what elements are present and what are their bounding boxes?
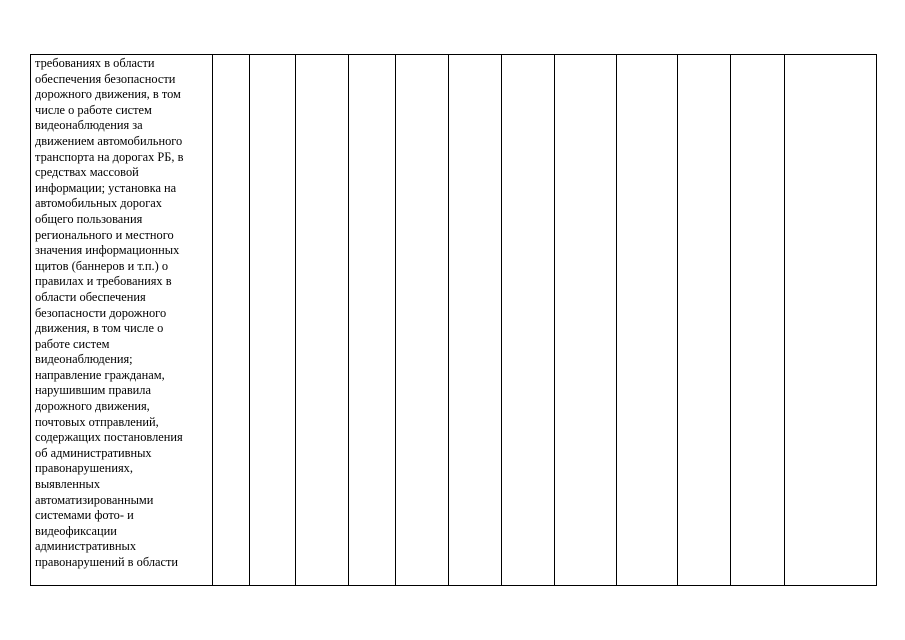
cell-text-line: видеонаблюдения;: [35, 352, 133, 367]
empty-cell: [555, 55, 616, 586]
empty-cell: [784, 55, 877, 586]
cell-text-line: нарушившим правила: [35, 383, 151, 398]
cell-text-line: общего пользования: [35, 211, 143, 226]
cell-text-line: административных: [35, 539, 137, 554]
empty-cell: [448, 55, 501, 586]
empty-cell: [212, 55, 249, 586]
cell-text-line: безопасности дорожного: [35, 305, 167, 320]
cell-text-line: правилах и требованиях в: [35, 274, 172, 289]
cell-text-line: автомобильных дорогах: [35, 196, 162, 211]
cell-text-line: направление гражданам,: [35, 367, 165, 382]
cell-text-line: работе систем: [35, 336, 110, 351]
table-row: [31, 55, 877, 586]
cell-text-line: регионального и местного: [35, 227, 174, 242]
cell-text-line: правонарушениях,: [35, 461, 133, 476]
empty-cell: [349, 55, 395, 586]
cell-text-line: движения, в том числе о: [35, 321, 164, 336]
cell-text-line: транспорта на дорогах РБ, в: [35, 149, 184, 164]
cell-text-line: почтовых отправлений,: [35, 414, 159, 429]
empty-cell: [731, 55, 784, 586]
empty-cell: [678, 55, 731, 586]
cell-text-line: автоматизированными: [35, 492, 154, 507]
empty-cell: [395, 55, 448, 586]
cell-text-line: информации; установка на: [35, 180, 177, 195]
data-table: [30, 54, 877, 586]
empty-cell: [296, 55, 349, 586]
description-cell: [31, 55, 213, 586]
cell-text-line: содержащих постановления: [35, 430, 183, 445]
cell-text-line: требованиях в области: [35, 56, 155, 70]
cell-text-line: обеспечения безопасности: [35, 71, 176, 86]
empty-cell: [616, 55, 677, 586]
cell-text-line: дорожного движения,: [35, 399, 150, 414]
cell-text-line: об административных: [35, 445, 152, 460]
cell-text-line: области обеспечения: [35, 289, 146, 304]
empty-cell: [250, 55, 296, 586]
cell-text-line: движением автомобильного: [35, 133, 183, 148]
cell-text-line: средствах массовой: [35, 165, 139, 180]
cell-text-line: видеофиксации: [35, 523, 117, 538]
cell-text-line: значения информационных: [35, 243, 180, 258]
cell-text-line: системами фото- и: [35, 508, 134, 523]
cell-text-line: числе о работе систем: [35, 102, 152, 117]
empty-cell: [502, 55, 555, 586]
cell-text-line: щитов (баннеров и т.п.) о: [35, 258, 169, 273]
cell-text-line: видеонаблюдения за: [35, 118, 143, 133]
cell-text-line: правонарушений в области: [35, 555, 179, 569]
cell-text-line: дорожного движения, в том: [35, 87, 181, 102]
cell-text-line: выявленных: [35, 477, 101, 492]
